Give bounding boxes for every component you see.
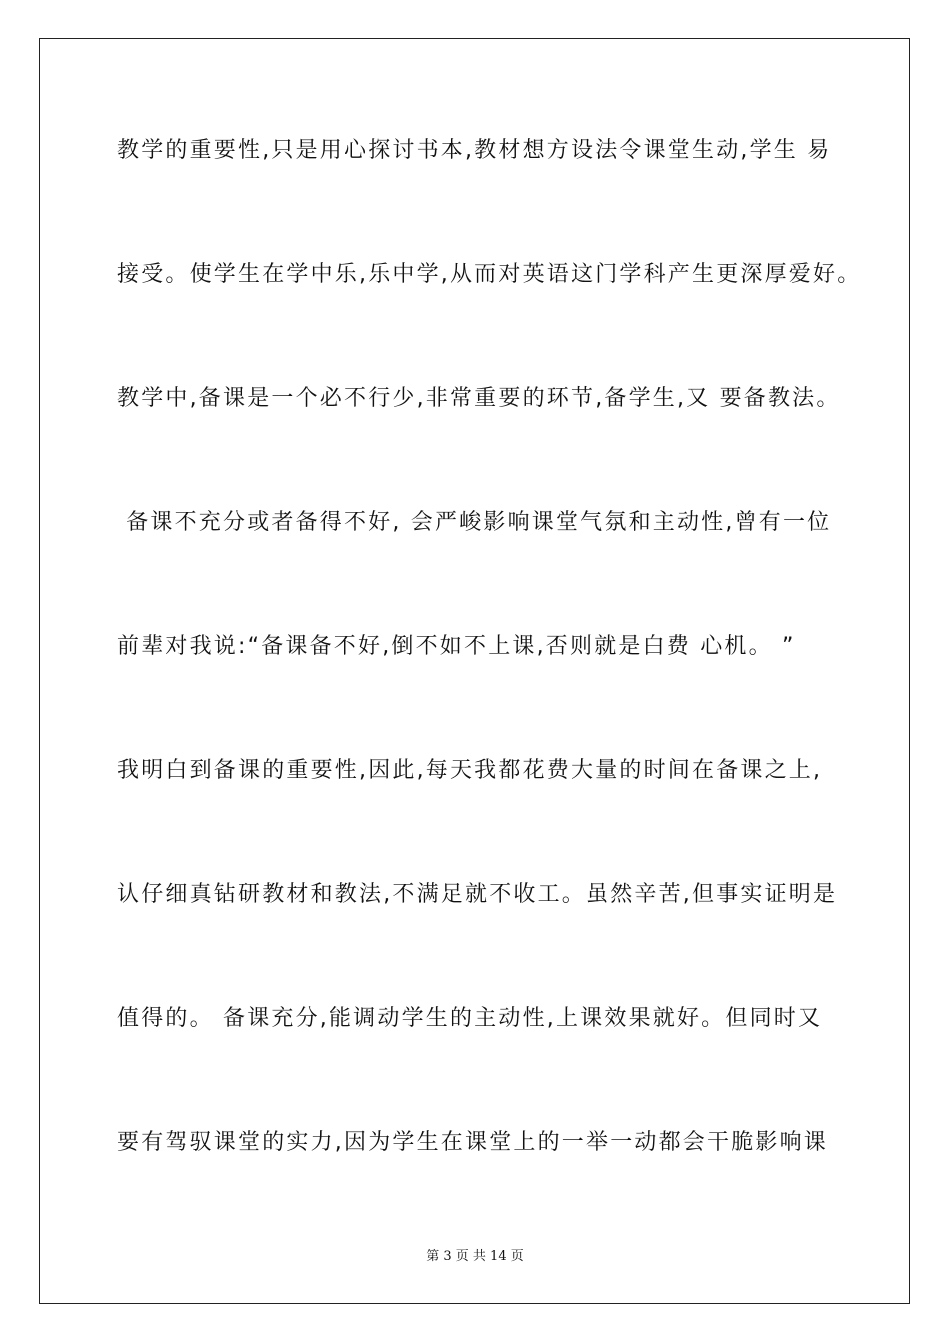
page-border [39, 38, 910, 1304]
body-text-line: 教学的重要性,只是用心探讨书本,教材想方设法令课堂生动,学生 易 [117, 138, 832, 163]
body-text-line: 前辈对我说:“备课备不好,倒不如不上课,否则就是白费 心机。 ” [117, 634, 796, 659]
body-text-line: 备课不充分或者备得不好, 会严峻影响课堂气氛和主动性,曾有一位 [117, 510, 832, 535]
body-text-line: 接受。使学生在学中乐,乐中学,从而对英语这门学科产生更深厚爱好。 [117, 262, 862, 287]
body-text-line: 认仔细真钻研教材和教法,不满足就不收工。虽然辛苦,但事实证明是 [117, 882, 838, 907]
page-number-footer: 第 3 页 共 14 页 [426, 1249, 524, 1264]
body-text-line: 值得的。 备课充分,能调动学生的主动性,上课效果就好。但同时又 [117, 1006, 823, 1031]
body-text-line: 教学中,备课是一个必不行少,非常重要的环节,备学生,又 要备教法。 [117, 386, 841, 411]
body-text-line: 我明白到备课的重要性,因此,每天我都花费大量的时间在备课之上, [117, 758, 823, 783]
body-text-line: 要有驾驭课堂的实力,因为学生在课堂上的一举一动都会干脆影响课 [117, 1130, 828, 1155]
